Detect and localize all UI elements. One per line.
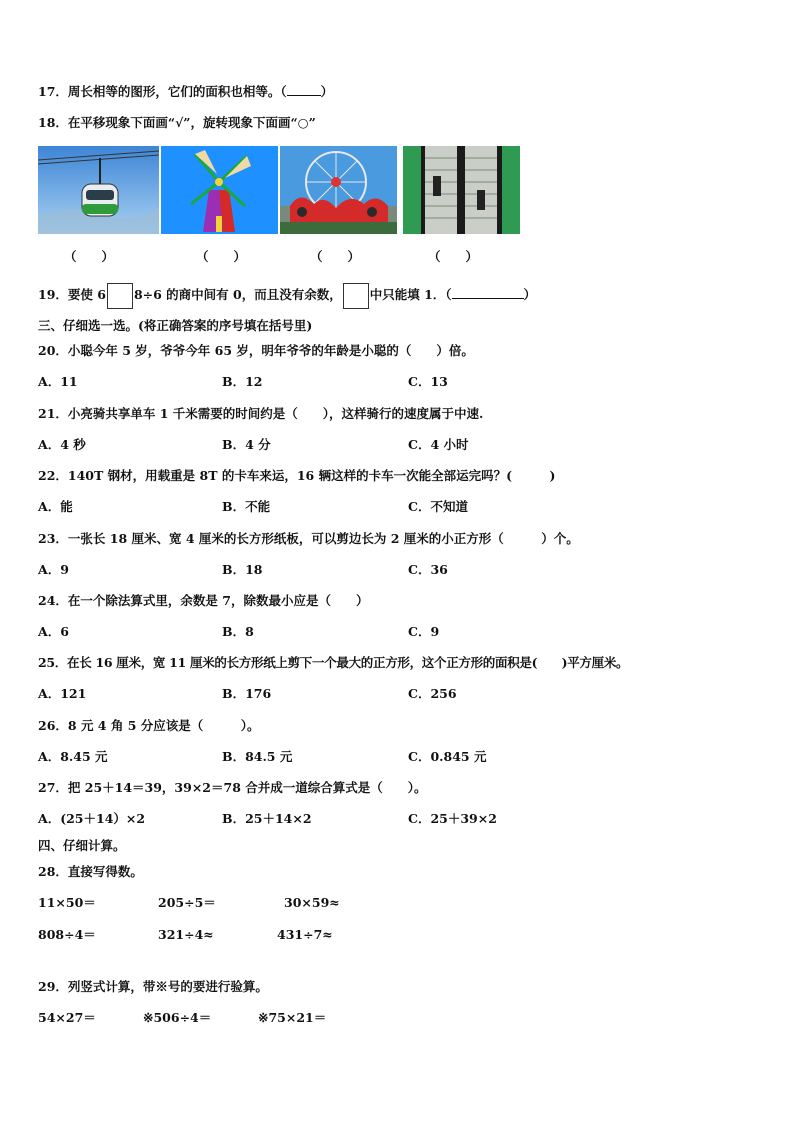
cable-car-icon [38,146,159,234]
option-a[interactable]: A．能 [38,499,73,514]
cable-car-picture [38,146,159,234]
option-c[interactable]: C．13 [408,374,448,389]
question-24: 24．在一个除法算式里，余数是 7，除数最小应是（ ） [38,593,369,608]
question-22: 22．140T 钢材，用载重是 8T 的卡车来运，16 辆这样的卡车一次能全部运完吗？( ) [38,468,556,483]
ferris-wheel-picture [280,146,397,234]
option-b[interactable]: B．4 分 [222,437,271,452]
escalator-picture [403,146,520,234]
calc-item: 11×50＝ [38,895,96,910]
question-19: 19．要使 6 8÷6 的商中间有 0，而且没有余数， 中只能填 1．（ ） [38,282,536,309]
ferris-wheel-icon [280,146,397,234]
windmill-icon [161,146,278,234]
question-29: 29．列竖式计算，带※号的要进行验算。 [38,979,268,994]
option-b[interactable]: B．18 [222,562,263,577]
option-a[interactable]: A．4 秒 [38,437,86,452]
question-17: 17．周长相等的图形，它们的面积也相等。（ ） [38,84,334,99]
option-a[interactable]: A．121 [38,686,87,701]
calc-item: 321÷4≈ [158,927,214,942]
option-c[interactable]: C．36 [408,562,448,577]
section-heading-4: 四、仔细计算。 [38,838,126,853]
escalator-icon [403,146,520,234]
option-b[interactable]: B．176 [222,686,272,701]
question-28: 28．直接写得数。 [38,864,143,879]
option-b[interactable]: B．不能 [222,499,271,514]
option-c[interactable]: C．9 [408,624,440,639]
digit-box[interactable] [107,283,133,309]
windmill-picture [161,146,278,234]
option-b[interactable]: B．25＋14×2 [222,811,312,826]
option-c[interactable]: C．25＋39×2 [408,811,497,826]
option-b[interactable]: B．84.5 元 [222,749,293,764]
question-26: 26．8 元 4 角 5 分应该是（ ）。 [38,718,260,733]
option-a[interactable]: A．(25＋14）×2 [38,811,146,826]
calc-item: 205÷5＝ [158,895,216,910]
digit-box[interactable] [343,283,369,309]
option-c[interactable]: C．4 小时 [408,437,469,452]
calc-item: 54×27＝ [38,1010,96,1025]
question-20: 20．小聪今年 5 岁，爷爷今年 65 岁，明年爷爷的年龄是小聪的（ ）倍。 [38,343,474,358]
calc-item: 431÷7≈ [277,927,333,942]
option-c[interactable]: C．不知道 [408,499,468,514]
option-a[interactable]: A．11 [38,374,78,389]
calc-item: 808÷4＝ [38,927,96,942]
question-18: 18．在平移现象下面画“√”，旋转现象下面画“○” [38,115,316,130]
question-21: 21．小亮骑共享单车 1 千米需要的时间约是（ ），这样骑行的速度属于中速. [38,406,484,421]
option-a[interactable]: A．9 [38,562,69,577]
option-c[interactable]: C．0.845 元 [408,749,487,764]
option-a[interactable]: A．8.45 元 [38,749,108,764]
calc-item: 30×59≈ [284,895,340,910]
question-27: 27．把 25＋14＝39，39×2＝78 合并成一道综合算式是（ ）。 [38,780,427,795]
option-c[interactable]: C．256 [408,686,457,701]
section-heading-3: 三、仔细选一选。(将正确答案的序号填在括号里) [38,318,313,333]
answer-paren-4[interactable]: （ ） [428,249,479,264]
answer-paren-3[interactable]: （ ） [310,249,361,264]
answer-blank[interactable] [452,286,524,299]
option-b[interactable]: B．8 [222,624,254,639]
calc-item: ※75×21＝ [258,1010,327,1025]
option-a[interactable]: A．6 [38,624,69,639]
question-25: 25．在长 16 厘米，宽 11 厘米的长方形纸上剪下一个最大的正方形，这个正方形的面积是( )平方厘米。 [38,655,629,670]
answer-paren-2[interactable]: （ ） [196,249,247,264]
question-23: 23．一张长 18 厘米、宽 4 厘米的长方形纸板，可以剪边长为 2 厘米的小正方形（ ）个。 [38,531,579,546]
answer-paren-1[interactable]: （ ） [64,249,115,264]
calc-item: ※506÷4＝ [143,1010,212,1025]
option-b[interactable]: B．12 [222,374,263,389]
answer-blank[interactable] [287,83,321,96]
